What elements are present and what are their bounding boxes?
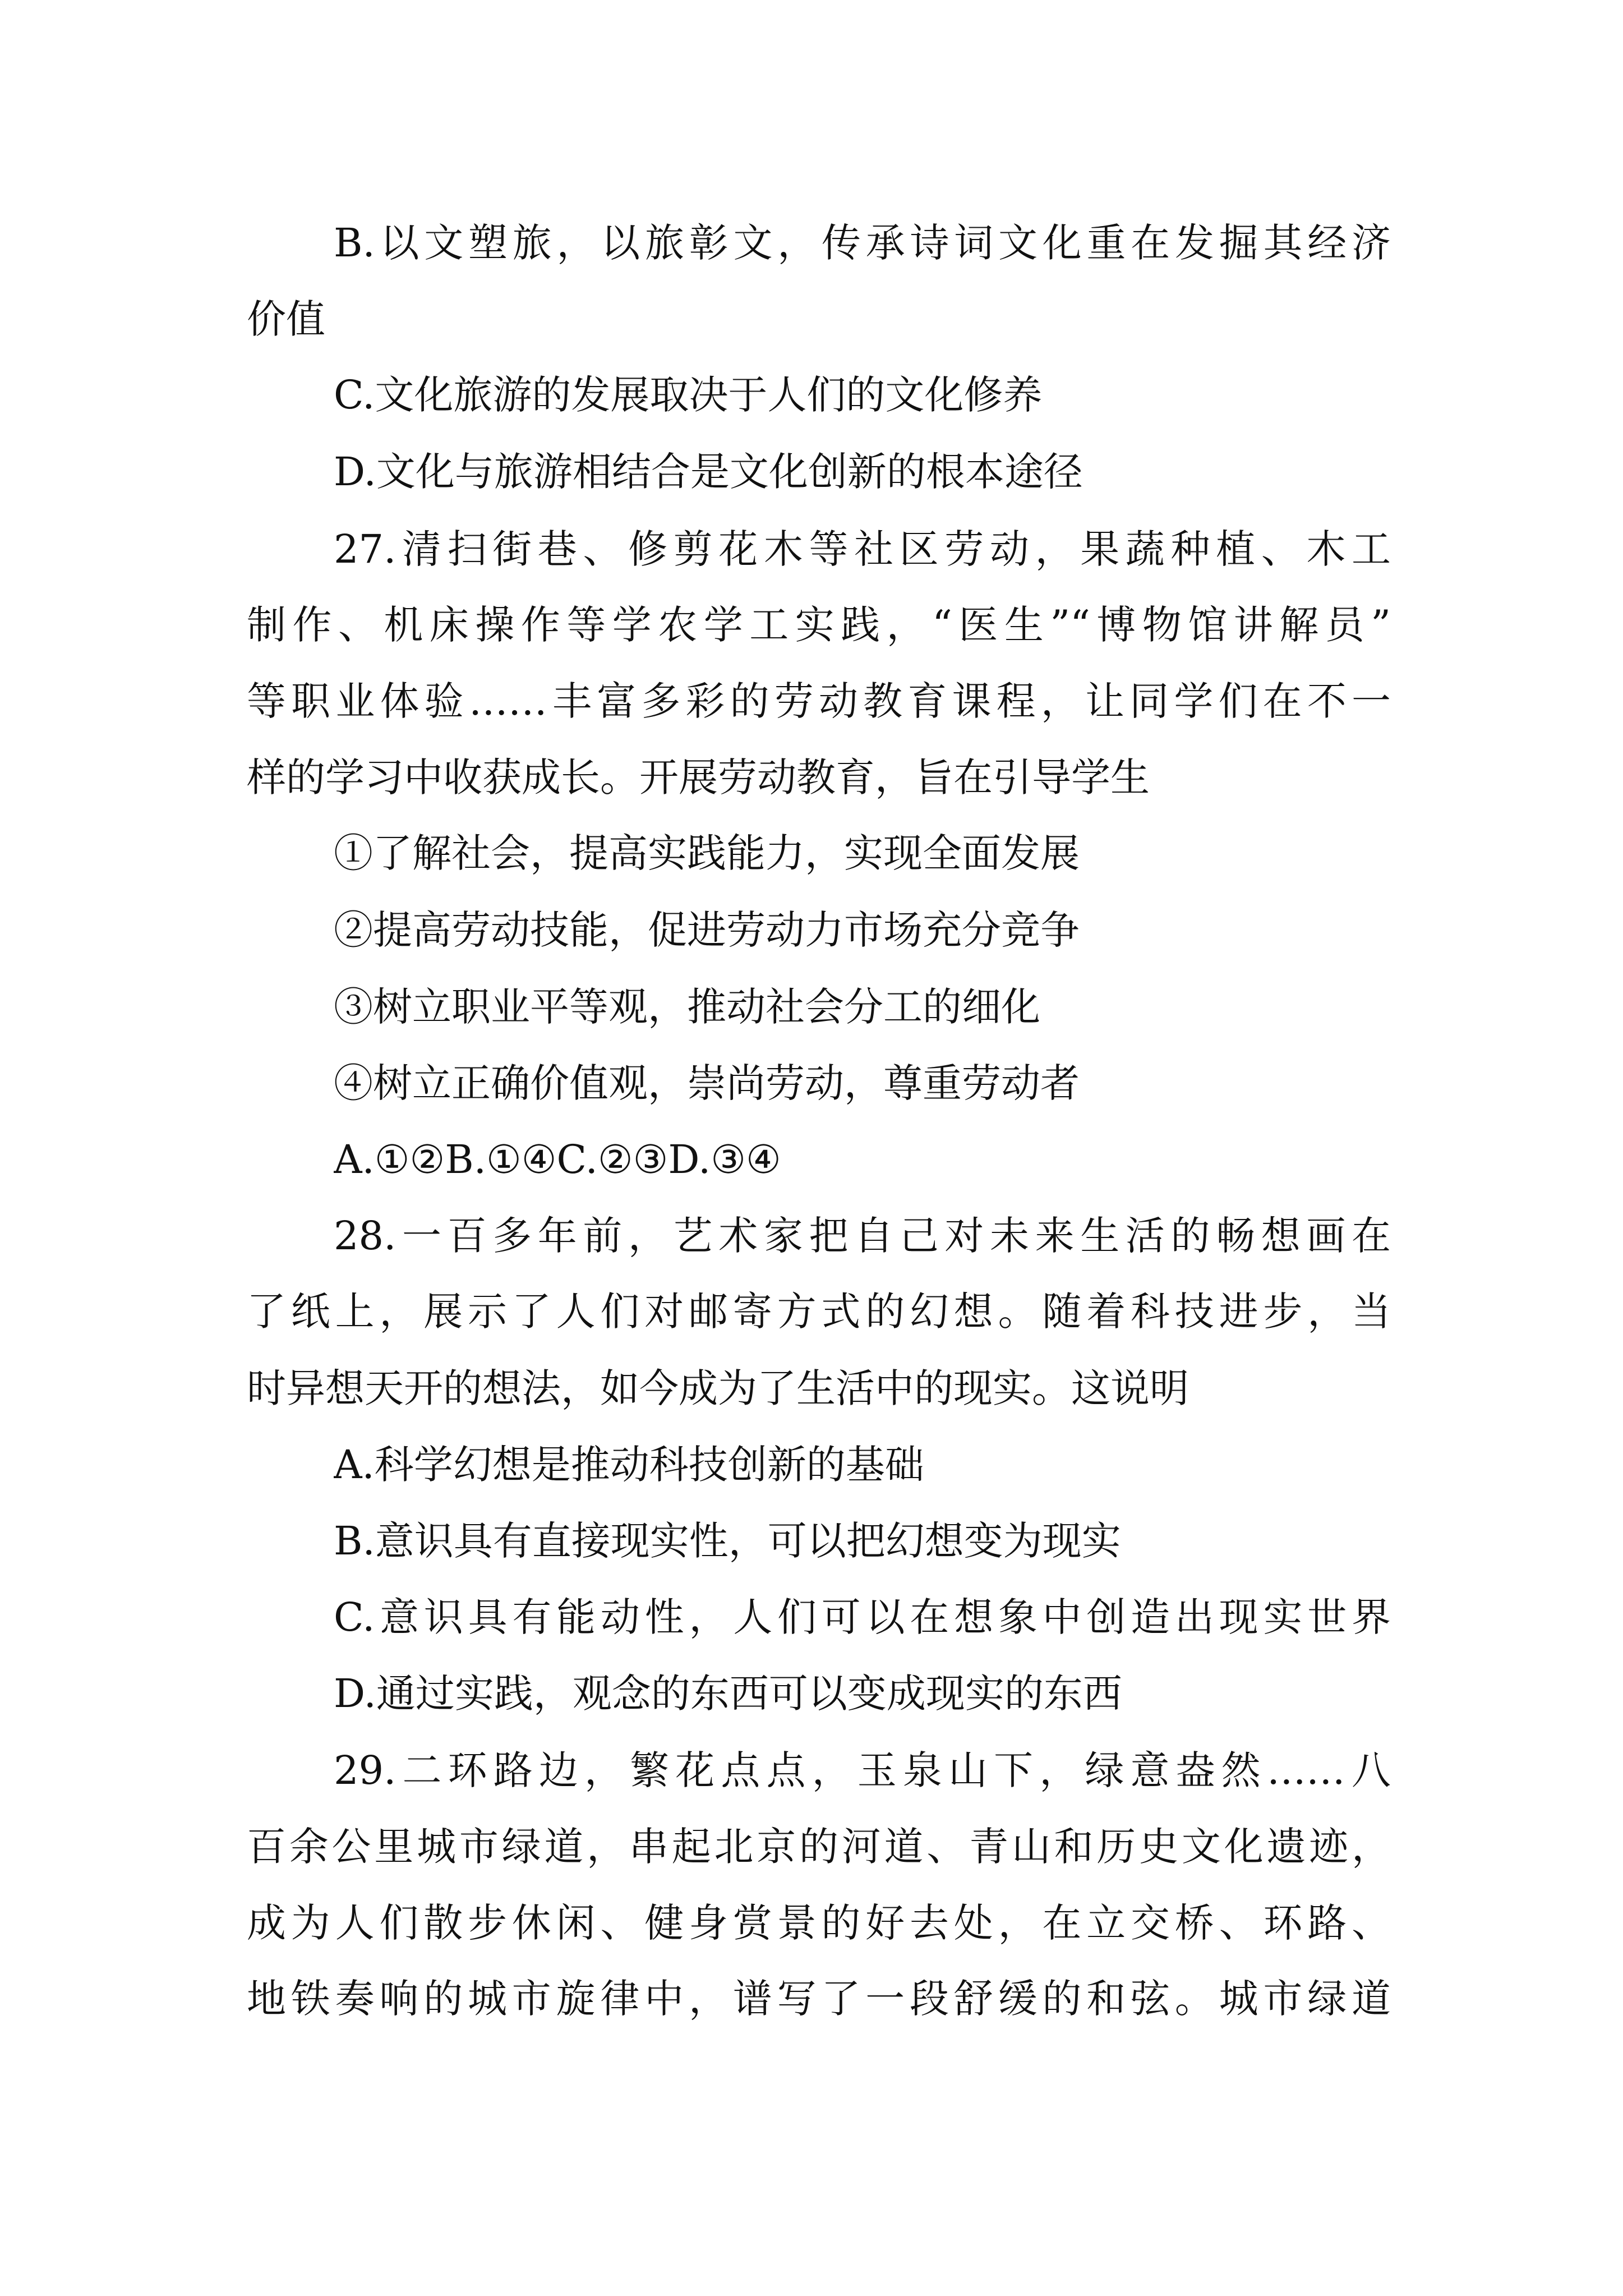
question-28-line-2: 了纸上，展示了人们对邮寄方式的幻想。随着科技进步，当 — [247, 1289, 1391, 1335]
statement-27-2: ②提高劳动技能，促进劳动力市场充分竞争 — [334, 907, 1080, 953]
option-26-b-line-1: B.以文塑旅，以旅彰文，传承诗词文化重在发掘其经济 — [334, 220, 1391, 266]
question-29-line-2: 百余公里城市绿道，串起北京的河道、青山和历史文化遗迹， — [247, 1824, 1391, 1870]
option-28-a: A.科学幻想是推动科技创新的基础 — [334, 1442, 924, 1488]
option-28-d: D.通过实践，观念的东西可以变成现实的东西 — [334, 1671, 1122, 1717]
question-28-line-3: 时异想天开的想法，如今成为了生活中的现实。这说明 — [247, 1365, 1189, 1411]
question-27-line-1: 27.清扫街巷、修剪花木等社区劳动，果蔬种植、木工 — [334, 526, 1391, 572]
question-29-line-4: 地铁奏响的城市旋律中，谱写了一段舒缓的和弦。城市绿道 — [247, 1976, 1391, 2022]
option-26-c: C.文化旅游的发展取决于人们的文化修养 — [334, 372, 1043, 418]
options-27: A.①②B.①④C.②③D.③④ — [334, 1137, 781, 1182]
question-28-line-1: 28.一百多年前，艺术家把自己对未来生活的畅想画在 — [334, 1213, 1391, 1259]
question-29-line-3: 成为人们散步休闲、健身赏景的好去处，在立交桥、环路、 — [247, 1900, 1391, 1946]
statement-27-1: ①了解社会，提高实践能力，实现全面发展 — [334, 830, 1080, 876]
question-27-line-3: 等职业体验……丰富多彩的劳动教育课程，让同学们在不一 — [247, 678, 1391, 724]
statement-27-4: ④树立正确价值观，崇尚劳动，尊重劳动者 — [334, 1060, 1080, 1106]
statement-27-3: ③树立职业平等观，推动社会分工的细化 — [334, 984, 1040, 1030]
option-28-b: B.意识具有直接现实性，可以把幻想变为现实 — [334, 1518, 1121, 1564]
question-27-line-2: 制作、机床操作等学农学工实践，“医生”“博物馆讲解员” — [247, 602, 1391, 648]
option-28-c: C.意识具有能动性，人们可以在想象中创造出现实世界 — [334, 1594, 1391, 1640]
option-26-d: D.文化与旅游相结合是文化创新的根本途径 — [334, 449, 1083, 495]
option-26-b-line-2: 价值 — [247, 296, 325, 342]
question-29-line-1: 29.二环路边，繁花点点，玉泉山下，绿意盎然……八 — [334, 1747, 1391, 1793]
question-27-line-4: 样的学习中收获成长。开展劳动教育，旨在引导学生 — [247, 754, 1150, 800]
